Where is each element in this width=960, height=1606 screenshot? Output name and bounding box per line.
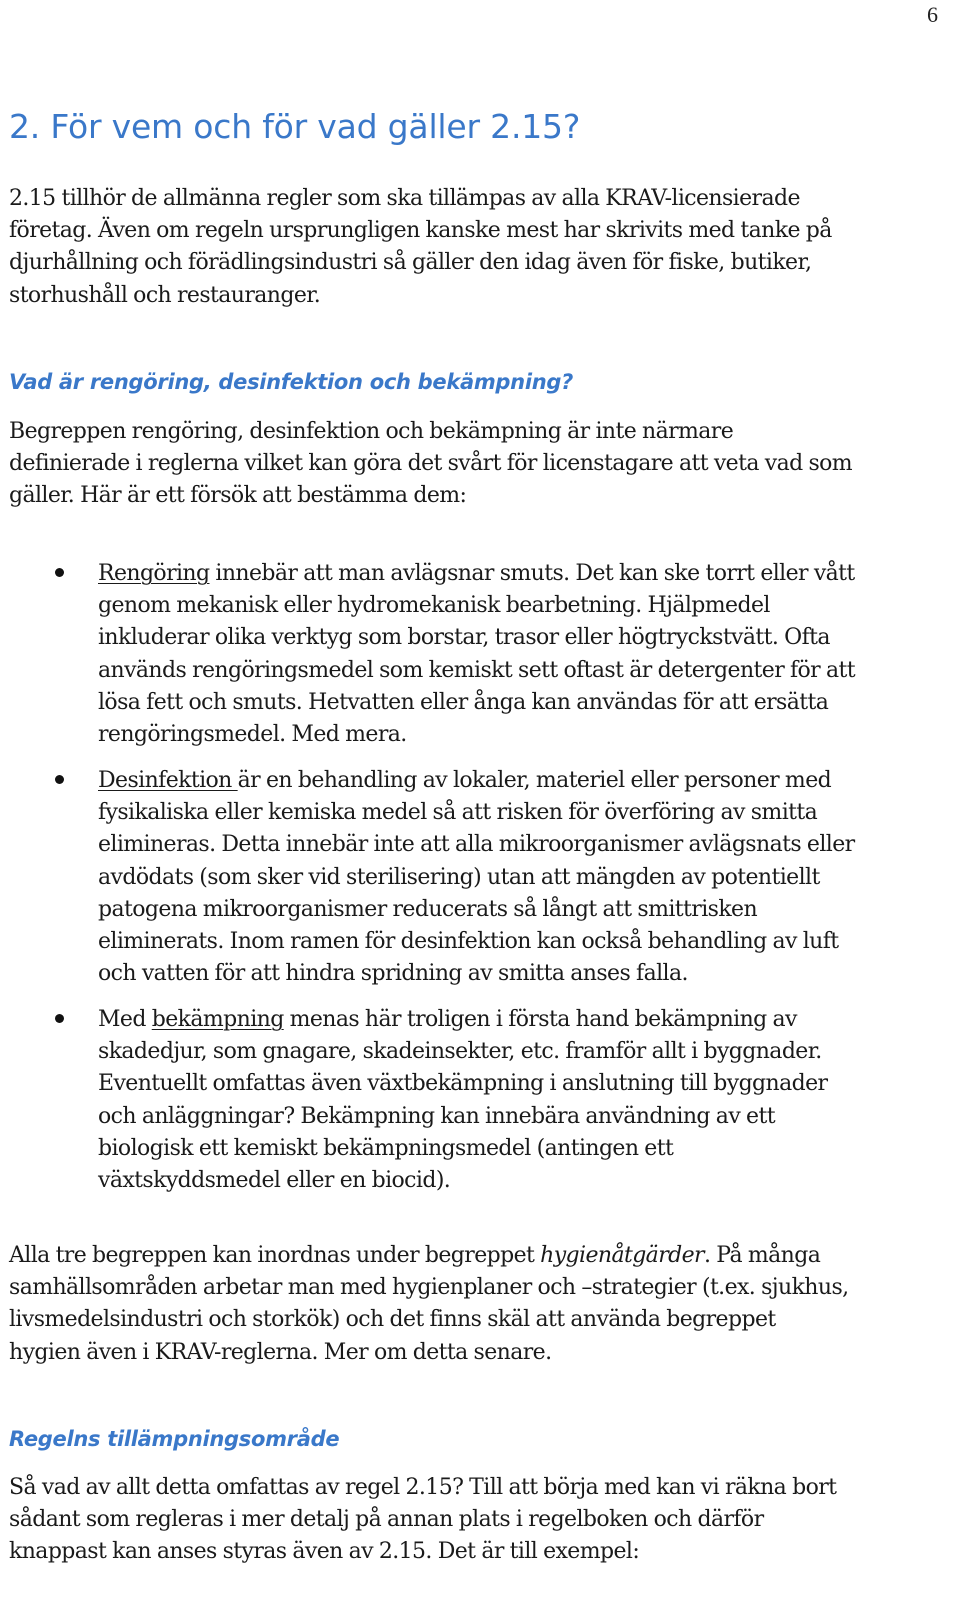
text-line: knappast kan anses styras även av 2.15. Det är till exempel: [9, 1539, 640, 1565]
list-item-text: Rengöring innebär att man avlägsnar smuts. Det kan ske torrt eller vått genom mekanisk eller hydromekanisk bearbetning. Hjälpmedel inkluderar olika verktyg som borstar, trasor eller högtryckstvätt. Ofta används rengöringsmedel som kemiskt sett oftast är detergenter för att lösa fett och smuts. Hetvatten eller ånga kan användas för att ersätta rengöringsmedel. Med mera. [98, 561, 855, 748]
list-item-text: Med bekämpning menas här troligen i första hand bekämpning av skadedjur, som gnagare, skadeinsekter, etc. framför allt i byggnader. Eventuellt omfattas även växtbekämpning i anslutning till byggnader och anläggningar? Bekämpning kan innebära användning av ett biologisk ett kemiskt bekämpningsmedel (antingen ett växtskyddsmedel eller en biocid). [98, 1007, 828, 1194]
text-line: livsmedelsindustri och storkök) och det finns skäl att använda begreppet [9, 1307, 776, 1333]
term-desinfektion: Desinfektion [98, 768, 238, 793]
summary-paragraph: Alla tre begreppen kan inordnas under begreppet hygienåtgärder. På många samhällsområden arbetar man med hygienplaner och –strategier (t.ex. sjukhus, livsmedelsindustri och storkök) och det finns skäl att använda begreppet hygien även i KRAV-reglerna. Mer om detta senare. [9, 1240, 944, 1369]
bullet-icon [55, 775, 64, 784]
subheading-definitions: Vad är rengöring, desinfektion och bekämpning? [9, 370, 573, 394]
term-hygienatgarder: hygienåtgärder [540, 1243, 704, 1268]
bullet-icon [55, 1014, 64, 1023]
text-line: gäller. Här är ett försök att bestämma dem: [9, 483, 467, 509]
text-line: Begreppen rengöring, desinfektion och bekämpning är inte närmare [9, 419, 734, 444]
term-bekampning: bekämpning [151, 1007, 284, 1032]
scope-paragraph [9, 1472, 944, 1569]
text-line: definierade i reglerna vilket kan göra det svårt för licenstagare att veta vad som [9, 451, 853, 477]
text-line: 2.15 tillhör de allmänna regler som ska tillämpas av alla KRAV-licensierade [9, 186, 800, 211]
page-number: 6 [927, 2, 938, 27]
subheading-scope: Regelns tillämpningsområde [9, 1427, 340, 1451]
text-line: storhushåll och restauranger. [9, 282, 321, 308]
text-line: Så vad av allt detta omfattas av regel 2.15? Till att börja med kan vi räkna bort [9, 1475, 837, 1500]
section-heading: 2. För vem och för vad gäller 2.15? [9, 107, 581, 146]
text-line: hygien även i KRAV-reglerna. Mer om detta senare. [9, 1339, 552, 1365]
text-line: djurhållning och förädlingsindustri så gäller den idag även för fiske, butiker, [9, 250, 812, 276]
bullet-icon [55, 568, 64, 577]
text-line: sådant som regleras i mer detalj på annan plats i regelboken och därför [9, 1507, 764, 1533]
definitions-paragraph [9, 416, 944, 513]
list-item-text: Desinfektion är en behandling av lokaler, materiel eller personer med fysikaliska eller kemiska medel så att risken för överföring av smitta elimineras. Detta innebär inte att alla mikroorganismer avlägsnats eller avdödats (som sker vid sterilisering) utan att mängden av potentiellt patogena mikroorganismer reducerats så långt att smittrisken eliminerats. Inom ramen för desinfektion kan också behandling av luft och vatten för att hindra spridning av smitta anses falla. [98, 768, 855, 987]
term-rengoring: Rengöring [98, 561, 210, 586]
intro-paragraph [9, 183, 944, 312]
text-line: företag. Även om regeln ursprungligen kanske mest har skrivits med tanke på [9, 218, 832, 244]
text-line: samhällsområden arbetar man med hygienplaner och –strategier (t.ex. sjukhus, [9, 1275, 849, 1301]
